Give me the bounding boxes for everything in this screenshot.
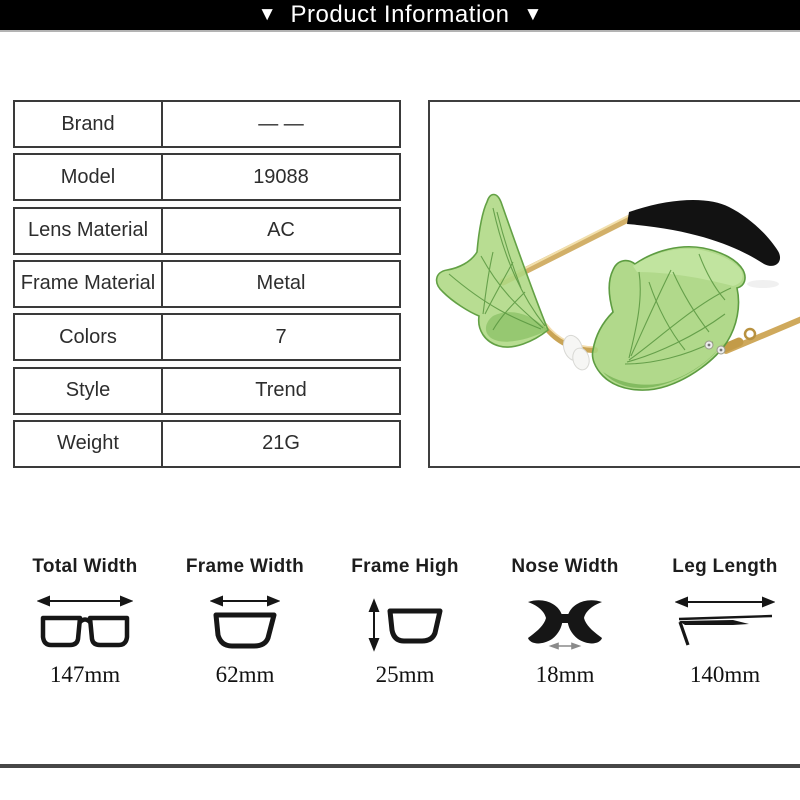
measurement-label: Total Width (32, 556, 138, 577)
spec-value: Trend (255, 379, 307, 402)
measurement-item (650, 556, 800, 706)
spec-label: Style (15, 369, 163, 413)
dragonfly-sunglasses-image (430, 102, 800, 466)
measurement-icon-slot (210, 590, 280, 656)
spec-value: AC (267, 219, 295, 242)
spec-label: Brand (15, 102, 163, 146)
spec-value: — — (258, 112, 304, 135)
right-wing-lens (592, 247, 745, 390)
glasses-front-icon (37, 593, 133, 653)
measurement-label: Frame High (351, 556, 459, 577)
table-row (13, 260, 401, 308)
measurement-label: Leg Length (672, 556, 778, 577)
single-lens-icon (210, 593, 280, 653)
table-row (13, 153, 401, 201)
spec-label: Lens Material (15, 209, 163, 253)
measurement-value: 140mm (689, 662, 761, 687)
measurement-label: Frame Width (185, 556, 305, 577)
down-arrow-icon-right: ▼ (523, 4, 543, 25)
table-row (13, 420, 401, 468)
page-title: Product Information (290, 1, 510, 28)
measurement-label: Nose Width (511, 556, 619, 577)
measurement-item (330, 556, 480, 706)
spec-label: Frame Material (15, 262, 163, 306)
measurement-icon-slot (366, 590, 444, 656)
measurement-item (10, 556, 160, 706)
product-photo-frame (428, 100, 800, 468)
header-bar (0, 0, 800, 32)
nose-bridge-icon (525, 594, 605, 652)
lens-height-icon (366, 593, 444, 653)
bottom-divider (0, 764, 800, 768)
table-row (13, 313, 401, 361)
measurement-value: 62mm (215, 662, 275, 687)
measurement-item (490, 556, 640, 706)
measurement-value: 25mm (375, 662, 435, 687)
measurement-icon-slot (675, 590, 775, 656)
spec-value: 21G (262, 432, 300, 455)
nose-pads (560, 333, 591, 372)
measurement-item (170, 556, 320, 706)
measurement-icon-slot (37, 590, 133, 656)
spec-value: Metal (256, 272, 306, 295)
hinge-detail (745, 329, 755, 339)
measurement-icon-slot (525, 590, 605, 656)
spec-label: Colors (15, 315, 163, 359)
spec-value: 19088 (253, 165, 309, 188)
spec-label: Weight (15, 422, 163, 466)
measurement-value: 147mm (49, 662, 121, 687)
table-row (13, 367, 401, 415)
table-row (13, 100, 401, 148)
temple-arm-icon (675, 594, 775, 652)
spec-table (13, 100, 401, 468)
spec-value: 7 (275, 325, 287, 348)
table-row (13, 207, 401, 255)
measurements-row (0, 556, 800, 706)
down-arrow-icon-left: ▼ (257, 4, 277, 25)
measurement-value: 18mm (535, 662, 595, 687)
spec-label: Model (15, 155, 163, 199)
